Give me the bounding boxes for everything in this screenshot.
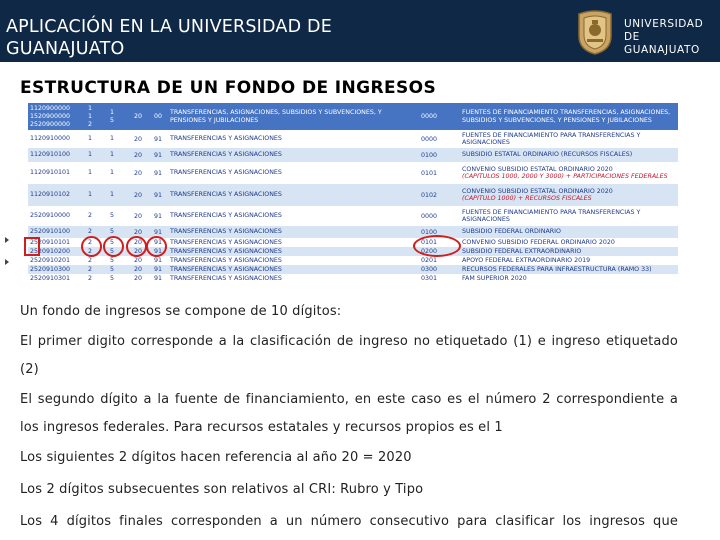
cell-funding-source <box>460 206 678 226</box>
cell-digit-2-line: 1 <box>110 151 115 158</box>
cell-code-line: 2520910200 <box>30 247 71 255</box>
cell-digit-2-line: 5 <box>110 265 115 273</box>
cell-description: TRANSFERENCIAS Y ASIGNACIONES <box>168 238 398 247</box>
funding-source-text: APOYO FEDERAL EXTRAORDINARIO 2019 <box>462 256 591 264</box>
cell-digit-2 <box>108 184 132 206</box>
cell-code-line: 2520910301 <box>30 274 71 282</box>
cell-digit-1 <box>86 130 108 148</box>
cell-digit-1-line: 2 <box>88 247 93 255</box>
cell-digit-2 <box>108 206 132 226</box>
table-row <box>28 130 678 148</box>
cell-digit-2 <box>108 265 132 274</box>
highlight-circle-second-digit <box>103 236 124 257</box>
cell-digit-1-line: 1 <box>88 135 93 142</box>
funding-source-text: CONVENIO SUBSIDIO ESTATAL ORDINARIO 2020 <box>462 165 613 173</box>
cell-code <box>28 184 86 206</box>
cell-digit-2-line: 1 <box>110 169 115 176</box>
cell-cri: 91 <box>152 130 168 148</box>
cell-cri: 91 <box>152 162 168 184</box>
cell-year: 20 <box>132 206 152 226</box>
cell-digit-1 <box>86 162 108 184</box>
funding-source-text: FUENTES DE FINANCIAMIENTO TRANSFERENCIAS, ASIGNACIONES, SUBSIDIOS Y SUBVENCIONES, Y PENSIONES Y JUBILACIONES <box>462 109 671 124</box>
cell-code <box>28 103 86 130</box>
cell-description: TRANSFERENCIAS Y ASIGNACIONES <box>168 265 398 274</box>
cell-funding-source <box>460 103 678 130</box>
cell-digit-2-line: 1 <box>110 135 115 142</box>
cell-digit-1-line: 2 <box>88 238 93 246</box>
funding-source-text: CONVENIO SUBSIDIO ESTATAL ORDINARIO 2020 <box>462 187 613 195</box>
cell-digit-1-line: 1 <box>88 169 93 176</box>
cell-consecutive: 0100 <box>398 148 460 162</box>
cell-digit-2-line: 5 <box>110 274 115 282</box>
cell-year: 20 <box>132 184 152 206</box>
cell-digit-2 <box>108 256 132 265</box>
cell-consecutive: 0201 <box>398 256 460 265</box>
cell-digit-2-line: 5 <box>110 238 115 246</box>
cell-code-line: 2520910201 <box>30 256 71 264</box>
cell-consecutive: 0102 <box>398 184 460 206</box>
cell-code-line: 1120900000 <box>30 104 71 112</box>
cell-digit-2 <box>108 103 132 130</box>
cell-cri: 91 <box>152 238 168 247</box>
cell-code <box>28 148 86 162</box>
table-row <box>28 226 678 238</box>
highlight-circle-consecutive <box>413 235 461 257</box>
cell-digit-2 <box>108 130 132 148</box>
cell-digit-1-line: 2 <box>88 274 93 282</box>
cell-consecutive: 0301 <box>398 274 460 283</box>
title-line-1: APLICACIÓN EN LA UNIVERSIDAD DE <box>6 17 332 37</box>
cell-code-line: 2520910000 <box>30 212 71 219</box>
cell-year: 20 <box>132 103 152 130</box>
cell-digit-1 <box>86 103 108 130</box>
highlight-circle-year <box>126 236 147 257</box>
university-seal-icon <box>575 6 615 56</box>
cell-code-line: 2520910101 <box>30 238 71 246</box>
cell-consecutive: 0000 <box>398 103 460 130</box>
cell-funding-source <box>460 148 678 162</box>
cell-funding-source <box>460 226 678 238</box>
cell-cri: 91 <box>152 184 168 206</box>
cell-description: TRANSFERENCIAS Y ASIGNACIONES <box>168 148 398 162</box>
cell-description: TRANSFERENCIAS Y ASIGNACIONES <box>168 226 398 238</box>
cell-code-line: 2520910300 <box>30 265 71 273</box>
fund-table <box>28 103 678 283</box>
cell-cri: 91 <box>152 265 168 274</box>
cell-funding-source <box>460 265 678 274</box>
cell-digit-2-line: 1 <box>110 108 115 116</box>
funding-source-note: (CAPITULOS 1000, 2000 Y 3000) + PARTICIPACIONES FEDERALES <box>462 173 668 180</box>
marker-arrow <box>5 259 9 265</box>
university-logo-text <box>624 18 720 57</box>
cell-year: 20 <box>132 162 152 184</box>
table-row <box>28 148 678 162</box>
cell-digit-1-line: 1 <box>88 191 93 198</box>
presentation-title <box>6 16 426 60</box>
cell-digit-2-line: 5 <box>110 116 115 124</box>
cell-digit-1-line: 2 <box>88 228 93 235</box>
cell-description: TRANSFERENCIAS Y ASIGNACIONES <box>168 206 398 226</box>
cell-cri: 00 <box>152 103 168 130</box>
cell-description: TRANSFERENCIAS, ASIGNACIONES, SUBSIDIOS Y SUBVENCIONES, Y PENSIONES Y JUBILACIONES <box>168 103 398 130</box>
fund-structure-table <box>28 103 678 295</box>
funding-source-text: FUENTES DE FINANCIAMIENTO PARA TRANSFERENCIAS Y ASIGNACIONES <box>462 131 641 146</box>
funding-source-text: SUBSIDIO ESTATAL ORDINARIO (RECURSOS FISCALES) <box>462 151 633 159</box>
highlight-box-first-digit <box>24 237 40 256</box>
cell-code-line: 1120910101 <box>30 169 71 176</box>
cell-cri: 91 <box>152 256 168 265</box>
cell-digit-2 <box>108 148 132 162</box>
funding-source-text: FAM SUPERIOR 2020 <box>462 274 527 282</box>
cell-digit-2-line: 5 <box>110 256 115 264</box>
cell-description: TRANSFERENCIAS Y ASIGNACIONES <box>168 247 398 256</box>
cell-year: 20 <box>132 226 152 238</box>
cell-cri: 91 <box>152 274 168 283</box>
cell-code <box>28 256 86 265</box>
cell-digit-1 <box>86 265 108 274</box>
cell-consecutive: 0101 <box>398 162 460 184</box>
cell-code-line: 1520900000 <box>30 112 71 120</box>
cell-digit-1-line: 2 <box>88 265 93 273</box>
logo-line-1: UNIVERSIDAD DE <box>624 18 704 43</box>
cell-cri: 91 <box>152 148 168 162</box>
cell-digit-1 <box>86 184 108 206</box>
cell-description: TRANSFERENCIAS Y ASIGNACIONES <box>168 274 398 283</box>
highlight-circle-first-digit <box>81 236 102 257</box>
cell-digit-1-line: 1 <box>88 104 93 112</box>
cell-code <box>28 274 86 283</box>
cell-code <box>28 206 86 226</box>
slide-title: ESTRUCTURA DE UN FONDO DE INGRESOS <box>20 78 437 98</box>
cell-digit-1-line: 2 <box>88 212 93 219</box>
cell-cri: 91 <box>152 206 168 226</box>
cell-consecutive: 0300 <box>398 265 460 274</box>
cell-cri: 91 <box>152 226 168 238</box>
cell-code-line: 2520900000 <box>30 120 71 128</box>
table-row <box>28 265 678 274</box>
cell-digit-2-line: 1 <box>110 191 115 198</box>
cell-consecutive: 0000 <box>398 130 460 148</box>
table-row <box>28 162 678 184</box>
cell-digit-1 <box>86 274 108 283</box>
funding-source-text: CONVENIO SUBSIDIO FEDERAL ORDINARIO 2020 <box>462 238 615 246</box>
highlight-circle-cri <box>146 236 167 257</box>
cell-description: TRANSFERENCIAS Y ASIGNACIONES <box>168 162 398 184</box>
cell-consecutive: 0000 <box>398 206 460 226</box>
table-row <box>28 206 678 226</box>
table-row <box>28 184 678 206</box>
cell-digit-2 <box>108 162 132 184</box>
cell-digit-1 <box>86 148 108 162</box>
cell-code <box>28 130 86 148</box>
paragraph-5: Los 2 dígitos subsecuentes son relativos al CRI: Rubro y Tipo <box>20 482 424 497</box>
paragraph-1: Un fondo de ingresos se compone de 10 dígitos: <box>20 304 342 319</box>
paragraph-3: El segundo dígito a la fuente de financiamiento, en este caso es el número 2 correspondiente a los ingresos federales. Para recursos estatales y recursos propios es el 1 <box>20 392 678 435</box>
table-row <box>28 256 678 265</box>
cell-year: 20 <box>132 148 152 162</box>
cell-funding-source <box>460 256 678 265</box>
cell-year: 20 <box>132 274 152 283</box>
cell-digit-1-line: 1 <box>88 112 93 120</box>
cell-description: TRANSFERENCIAS Y ASIGNACIONES <box>168 130 398 148</box>
cell-digit-1 <box>86 206 108 226</box>
table-row <box>28 274 678 283</box>
paragraph-2: El primer digito corresponde a la clasificación de ingreso no etiquetado (1) e ingreso etiquetado (2) <box>20 334 678 377</box>
funding-source-note: (CAPITULO 1000) + RECURSOS FISCALES <box>462 195 592 202</box>
cell-digit-2 <box>108 274 132 283</box>
cell-consecutive: 0100 <box>398 226 460 238</box>
funding-source-text: FUENTES DE FINANCIAMIENTO PARA TRANSFERENCIAS Y ASIGNACIONES <box>462 208 641 223</box>
cell-funding-source <box>460 247 678 256</box>
cell-digit-1 <box>86 256 108 265</box>
cell-funding-source <box>460 184 678 206</box>
cell-year: 20 <box>132 247 152 256</box>
cell-code-line: 2520910100 <box>30 228 71 235</box>
cell-cri: 91 <box>152 247 168 256</box>
cell-year: 20 <box>132 265 152 274</box>
cell-description: TRANSFERENCIAS Y ASIGNACIONES <box>168 256 398 265</box>
cell-funding-source <box>460 274 678 283</box>
cell-funding-source <box>460 238 678 247</box>
cell-code <box>28 162 86 184</box>
cell-description: TRANSFERENCIAS Y ASIGNACIONES <box>168 184 398 206</box>
funding-source-text: SUBSIDIO FEDERAL ORDINARIO <box>462 228 561 236</box>
cell-digit-1-line: 2 <box>88 256 93 264</box>
header-banner <box>0 0 720 62</box>
marker-arrow <box>5 237 9 243</box>
funding-source-text: SUBSIDIO FEDERAL EXTRAORDINARIO <box>462 247 582 255</box>
paragraph-6: Los 4 dígitos finales corresponden a un número consecutivo para clasificar los ingresos que <box>20 514 678 529</box>
title-line-2: GUANAJUATO <box>6 39 125 59</box>
cell-code <box>28 265 86 274</box>
cell-consecutive: 0200 <box>398 247 460 256</box>
cell-code-line: 1120910100 <box>30 151 71 158</box>
cell-digit-2-line: 5 <box>110 228 115 235</box>
cell-digit-1-line: 1 <box>88 151 93 158</box>
cell-year: 20 <box>132 256 152 265</box>
cell-code-line: 1120910000 <box>30 135 71 142</box>
cell-year: 20 <box>132 238 152 247</box>
table-row <box>28 103 678 130</box>
cell-consecutive: 0101 <box>398 238 460 247</box>
funding-source-text: RECURSOS FEDERALES PARA INFRAESTRUCTURA (RAMO 33) <box>462 265 652 273</box>
cell-year: 20 <box>132 130 152 148</box>
cell-funding-source <box>460 130 678 148</box>
cell-code-line: 1120910102 <box>30 191 71 198</box>
logo-line-2: GUANAJUATO <box>624 44 700 56</box>
paragraph-4: Los siguientes 2 dígitos hacen referencia al año 20 = 2020 <box>20 450 412 465</box>
cell-digit-2-line: 5 <box>110 212 115 219</box>
cell-funding-source <box>460 162 678 184</box>
cell-digit-2-line: 5 <box>110 247 115 255</box>
cell-digit-1-line: 2 <box>88 120 93 128</box>
